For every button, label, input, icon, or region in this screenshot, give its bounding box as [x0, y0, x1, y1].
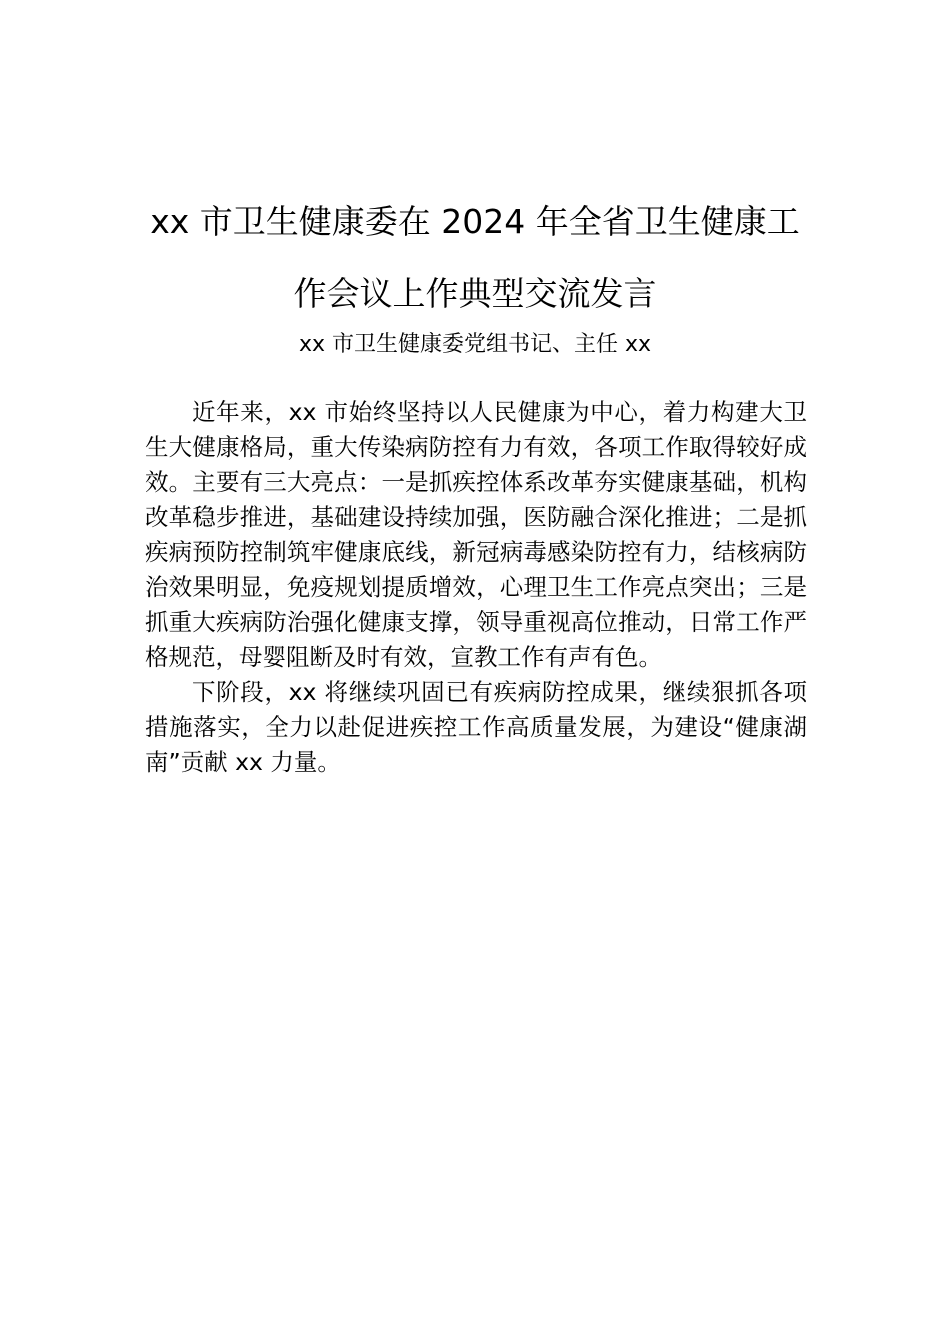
- document-body: [145, 395, 807, 780]
- body-paragraph-1: 近年来，xx 市始终坚持以人民健康为中心，着力构建大卫生大健康格局，重大传染病防控有力有效，各项工作取得较好成效。主要有三大亮点：一是抓疾控体系改革夯实健康基础，机构改革稳步推进，基础建设持续加强，医防融合深化推进；二是抓疾病预防控制筑牢健康底线，新冠病毒感染防控有力，结核病防治效果明显，免疫规划提质增效，心理卫生工作亮点突出；三是抓重大疾病防治强化健康支撑，领导重视高位推动，日常工作严格规范，母婴阻断及时有效，宣教工作有声有色。: [145, 398, 807, 671]
- document-title-line-2: 作会议上作典型交流发言: [293, 274, 657, 313]
- document-author: xx 市卫生健康委党组书记、主任 xx: [298, 332, 652, 357]
- body-paragraph-2: 下阶段，xx 将继续巩固已有疾病防控成果，继续狠抓各项措施落实，全力以赴促进疾控工作高质量发展，为建设“健康湖南”贡献 xx 力量。: [145, 678, 807, 776]
- document-title-line-1: xx 市卫生健康委在 2024 年全省卫生健康工: [150, 202, 800, 241]
